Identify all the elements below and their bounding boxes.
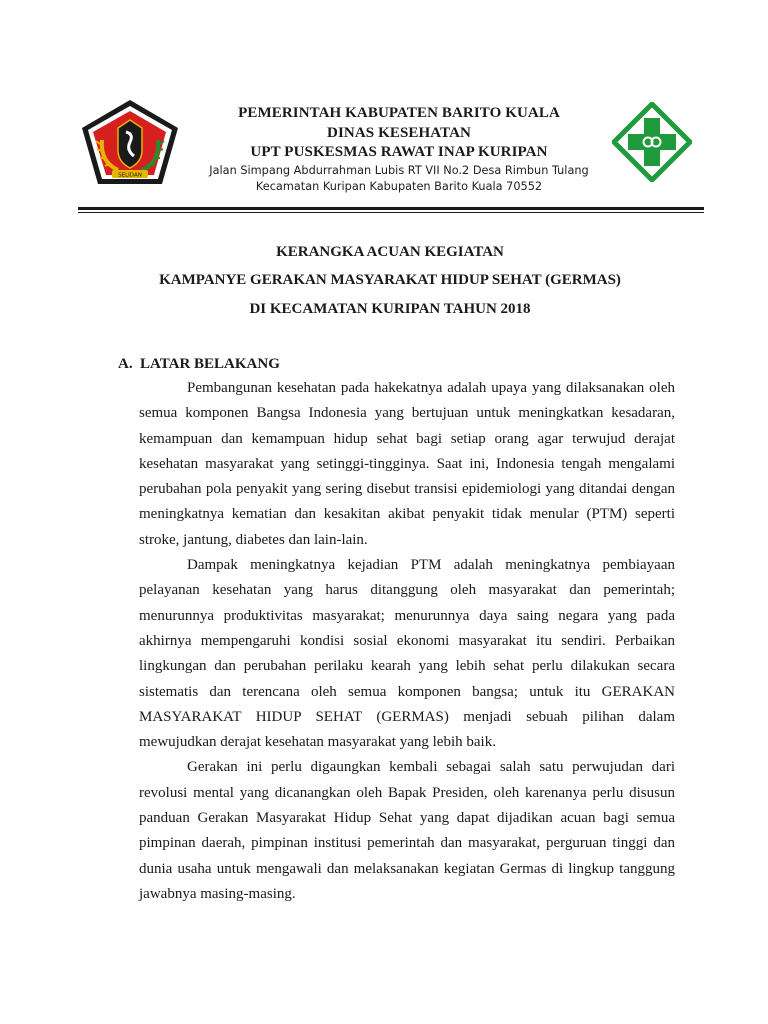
title-line-3: DI KECAMATAN KURIPAN TAHUN 2018	[249, 301, 531, 317]
section-heading	[118, 356, 280, 373]
paragraph: Gerakan ini perlu digaungkan kembali sebagai salah satu perwujudan dari revolusi mental yang dicanangkan oleh Bapak Presiden, oleh karenanya perlu disusun panduan Gerakan Masyarakat Hidup Sehat yang dapat dijadikan acuan bagi semua pimpinan daerah, pimpinan institusi pemerintah dan masyarakat, perguruan tinggi dan dunia usaha untuk mengawali dan melaksanakan kegiatan Germas di lingkup tanggung jawabnya masing-masing.	[139, 759, 675, 902]
section-body	[139, 376, 675, 907]
barito-kuala-regency-crest-icon	[78, 98, 182, 186]
section-letter: A.	[118, 356, 133, 372]
unit-name: UPT PUSKESMAS RAWAT INAP KURIPAN	[250, 144, 548, 160]
section-title: LATAR BELAKANG	[140, 356, 280, 372]
title-line-1: KERANGKA ACUAN KEGIATAN	[276, 244, 504, 260]
letterhead-text	[186, 104, 612, 195]
letterhead	[0, 0, 768, 220]
paragraph: Pembangunan kesehatan pada hakekatnya adalah upaya yang dilaksanakan oleh semua komponen Bangsa Indonesia yang bertujuan untuk meningkatkan kesadaran, kemampuan dan kemampuan hidup sehat bagi setiap orang agar terwujud derajat kesehatan masyarakat yang setinggi-tingginya. Saat ini, Indonesia tengah mengalami perubahan pola penyakit yang sering disebut transisi epidemiologi yang ditandai dengan meningkatnya kematian dan kesakitan akibat penyakit tidak menular (PTM) seperti stroke, jantung, diabetes dan lain-lain.	[139, 380, 675, 548]
letterhead-rule-thin	[78, 212, 704, 213]
address-line-1: Jalan Simpang Abdurrahman Lubis RT VII No.2 Desa Rimbun Tulang	[209, 163, 589, 177]
document-title	[90, 238, 690, 323]
address-line-2: Kecamatan Kuripan Kabupaten Barito Kuala 70552	[255, 179, 543, 193]
paragraph: Dampak meningkatnya kejadian PTM adalah meningkatnya pembiayaan pelayanan kesehatan yang harus ditanggung oleh masyarakat dan pemerintah; menurunnya produktivitas masyarakat; menurunnya daya saing negara yang pada akhirnya mempengaruhi kondisi sosial ekonomi masyarakat itu sendiri. Perbaikan lingkungan dan perubahan perilaku kearah yang lebih sehat perlu dilakukan secara sistematis dan terencana oleh semua komponen bangsa; untuk itu GERAKAN MASYARAKAT HIDUP SEHAT (GERMAS) menjadi sebuah pilihan dalam mewujudkan derajat kesehatan masyarakat yang lebih baik.	[139, 557, 675, 751]
government-name: PEMERINTAH KABUPATEN BARITO KUALA	[238, 105, 560, 121]
title-line-2: KAMPANYE GERAKAN MASYARAKAT HIDUP SEHAT (GERMAS)	[159, 272, 621, 288]
letterhead-rule-thick	[78, 207, 704, 210]
crest-banner-text: SELIDAN	[118, 172, 142, 179]
health-ministry-cross-icon	[612, 102, 692, 182]
agency-name: DINAS KESEHATAN	[327, 124, 471, 141]
